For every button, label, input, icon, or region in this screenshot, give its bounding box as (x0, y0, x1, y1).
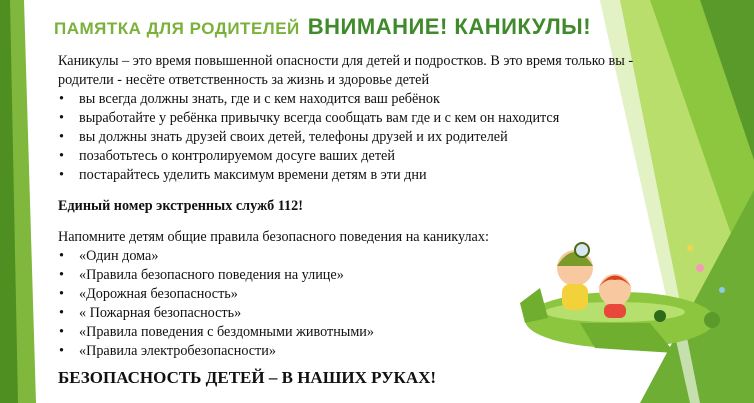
rule-item: • «Правила безопасного поведения на улице» (58, 266, 638, 285)
header (54, 14, 591, 40)
rule-item: • « Пожарная безопасность» (58, 304, 638, 323)
boy-goggles (575, 243, 589, 257)
header-title: ВНИМАНИЕ! КАНИКУЛЫ! (307, 14, 592, 39)
emergency-number: Единый номер экстренных служб 112! (58, 198, 303, 214)
airplane-tail (520, 288, 548, 323)
parent-tip-item: • постарайтесь уделить максимум времени детям в эти дни (58, 166, 638, 185)
girl-body (604, 304, 626, 318)
rule-item: • «Правила поведения с бездомными животными» (58, 323, 638, 342)
footer-slogan: БЕЗОПАСНОСТЬ ДЕТЕЙ – В НАШИХ РУКАХ! (58, 368, 437, 387)
sparkle (719, 287, 725, 293)
boy-body (562, 284, 588, 310)
intro-paragraph: Каникулы – это время повышенной опасности для детей и подростков. В это время только вы - родители - несёте ответственность за жизнь и здоровье детей (58, 53, 634, 88)
parent-tip-item: • позаботьтесь о контролируемом досуге ваших детей (58, 147, 638, 166)
rule-item: • «Правила электробезопасности» (58, 342, 638, 361)
sparkle (687, 245, 693, 251)
rule-item: • «Один дома» (58, 247, 638, 266)
kids-on-airplane-illustration (500, 228, 730, 358)
sparkle (696, 264, 704, 272)
parent-tips-list (58, 90, 638, 185)
parent-tip-item: • выработайте у ребёнка привычку всегда сообщать вам где и с кем он находится (58, 109, 638, 128)
rule-item: • «Дорожная безопасность» (58, 285, 638, 304)
parent-tip-item: • вы всегда должны знать, где и с кем находится ваш ребёнок (58, 90, 638, 109)
reminder-heading: Напомните детям общие правила безопасного поведения на каникулах: (58, 229, 489, 245)
header-subtitle: ПАМЯТКА ДЛЯ РОДИТЕЛЕЙ (54, 19, 300, 38)
propeller-hub (704, 312, 720, 328)
parent-tip-item: • вы должны знать друзей своих детей, телефоны друзей и их родителей (58, 128, 638, 147)
airplane-window (654, 310, 666, 322)
